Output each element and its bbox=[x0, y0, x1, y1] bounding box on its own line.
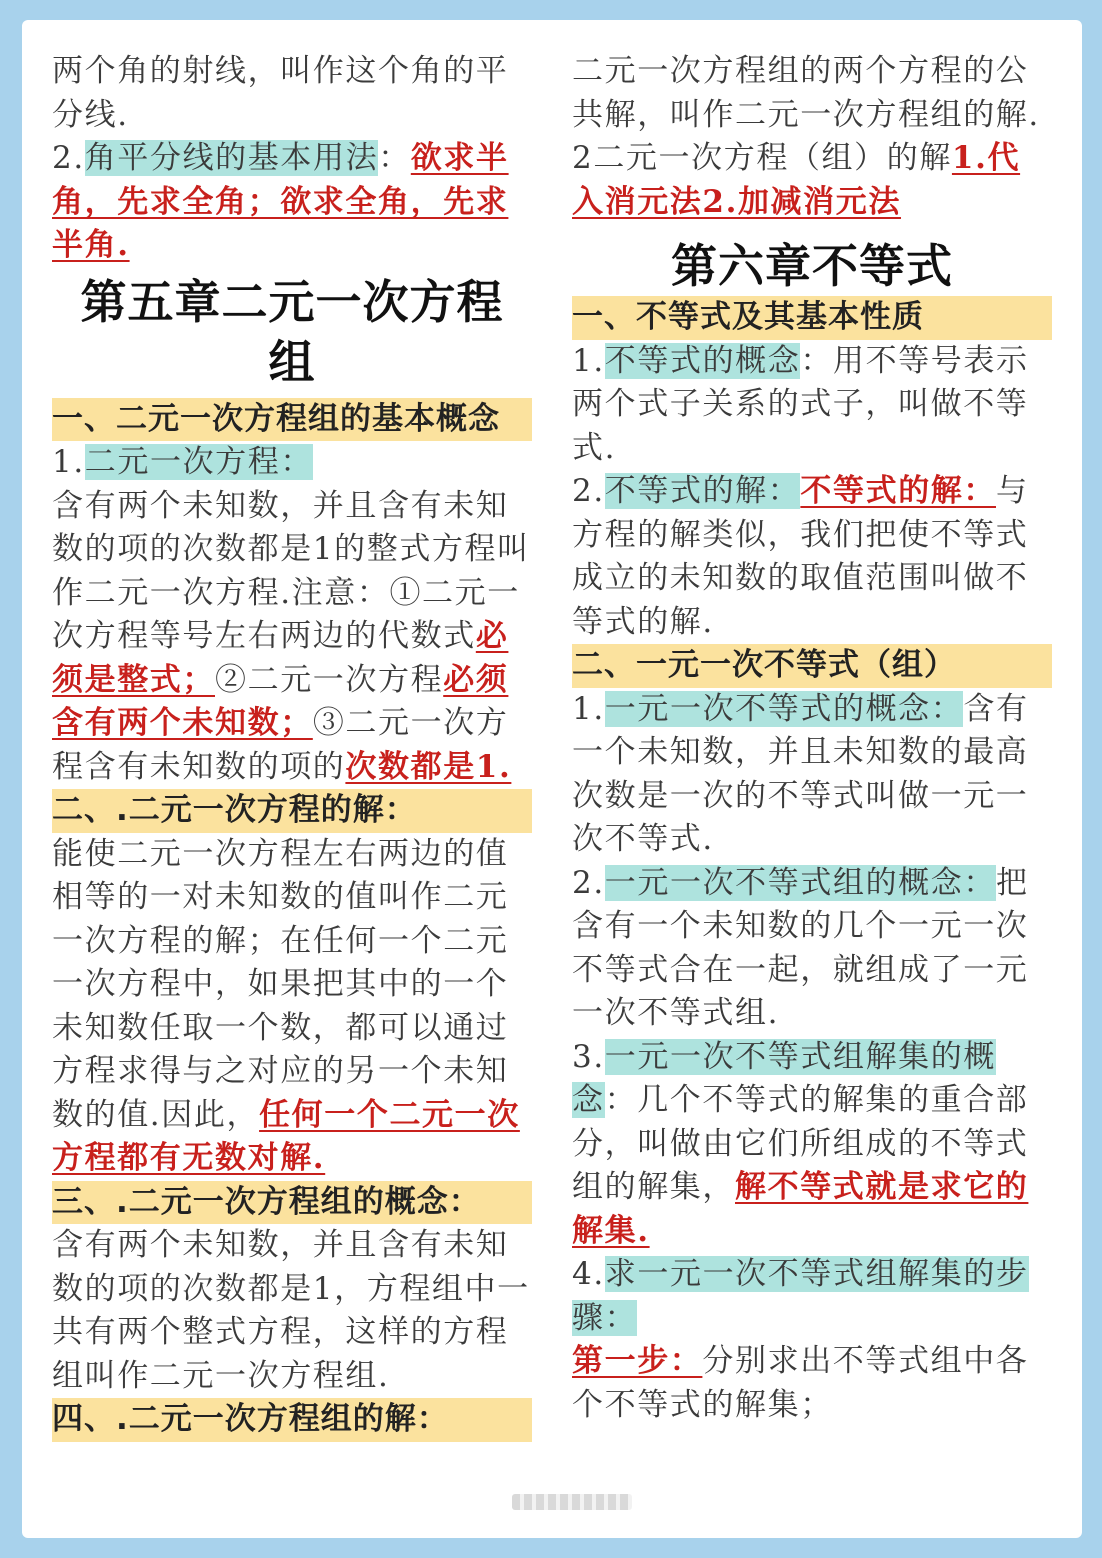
section-heading-concepts: 一、二元一次方程组的基本概念 bbox=[52, 398, 532, 442]
definition-text: 2二元一次方程（组）的解 bbox=[572, 140, 952, 176]
item-number: 2. bbox=[572, 473, 605, 509]
item-number: 2. bbox=[52, 140, 85, 176]
bisector-usage-rule: 欲求半角，先求全角；欲求全角，先求半角. bbox=[52, 140, 509, 263]
red-inequality-solution: 不等式的解： bbox=[800, 473, 996, 509]
system-definition: 含有两个未知数，并且含有未知数的项的次数都是1，方程组中一共有两个整式方程，这样的方程组叫作二元一次方程组. bbox=[52, 1227, 530, 1394]
definition-text: ：用不等号表示两个式子关系的式子，叫做不等式. bbox=[572, 342, 1029, 466]
linear-inequality-concept bbox=[572, 688, 1052, 862]
note-page bbox=[22, 20, 1082, 1538]
definition-text: ：几个不等式的解集的重合部分，叫做由它们所组成的不等式组的解集， bbox=[572, 1082, 1029, 1205]
chapter5-title-line1: 第五章二元一次方程 bbox=[80, 274, 504, 329]
section-heading-system-concept: 三、.二元一次方程组的概念： bbox=[52, 1181, 532, 1225]
item-number: 1. bbox=[52, 444, 85, 480]
term-inequality-system: 一元一次不等式组的概念： bbox=[604, 864, 996, 901]
linear-equation-definition bbox=[52, 485, 532, 790]
definition-text: 含有两个未知数，并且含有未知数的项的次数都是1的整式方程叫作二元一次方程.注意：①二元一次方程等号左右两边的代数式 bbox=[52, 487, 530, 654]
item-linear-equation bbox=[52, 441, 532, 485]
left-column bbox=[52, 50, 532, 1442]
solution-set-concept bbox=[572, 1036, 1052, 1254]
item-number: 1. bbox=[572, 690, 605, 727]
inequality-solution bbox=[572, 470, 1052, 644]
step-one bbox=[572, 1340, 1052, 1427]
item-number: 2. bbox=[572, 864, 605, 901]
definition-text: ②二元一次方程 bbox=[215, 661, 444, 698]
bisector-usage-term: 角平分线的基本用法 bbox=[84, 140, 379, 176]
item-number: 3. bbox=[572, 1038, 605, 1075]
watermark bbox=[512, 1494, 632, 1510]
inequality-system-concept bbox=[572, 862, 1052, 1036]
note-integral: 必须是整式； bbox=[52, 618, 509, 698]
item-number: 1. bbox=[572, 342, 605, 379]
chapter5-title-line2: 组 bbox=[268, 334, 316, 389]
bisector-usage bbox=[52, 137, 532, 268]
term-linear-inequality: 一元一次不等式的概念： bbox=[604, 690, 964, 727]
definition-text: 含有一个未知数，并且未知数的最高次数是一次的不等式叫做一元一次不等式. bbox=[572, 690, 1029, 857]
step-one-label: 第一步： bbox=[572, 1343, 703, 1379]
solution-definition bbox=[52, 833, 532, 1181]
inequality-concept bbox=[572, 340, 1052, 471]
chapter6-title: 第六章不等式 bbox=[671, 239, 953, 293]
definition-text: ③二元一次方程含有未知数的项的 bbox=[52, 705, 509, 785]
definition-text: 把含有一个未知数的几个一元一次不等式合在一起，就组成了一元一次不等式组. bbox=[572, 864, 1029, 1031]
solution-steps bbox=[572, 1253, 1052, 1340]
chapter5-title bbox=[52, 272, 532, 392]
note-degree-one: 次数都是1. bbox=[345, 748, 512, 785]
definition-text: 能使二元一次方程左右两边的值相等的一对未知数的值叫作二元一次方程的解；在任何一个二元一次方程中，如果把其中的一个未知数任取一个数，都可以通过方程求得与之对应的另一个未知数的值.因此， bbox=[52, 835, 509, 1133]
elimination-methods: 1.代入消元法2.加减消元法 bbox=[572, 140, 1021, 220]
solve-inequality-note: 解不等式就是求它的解集. bbox=[572, 1169, 1029, 1249]
infinite-solutions-note: 任何一个二元一次方程都有无数对解. bbox=[52, 1096, 520, 1176]
section-heading-system-solution: 四、.二元一次方程组的解： bbox=[52, 1398, 532, 1442]
solution-methods bbox=[572, 137, 1052, 224]
section-heading-inequality: 一、不等式及其基本性质 bbox=[572, 296, 1052, 340]
colon: ： bbox=[378, 140, 411, 176]
note-two-unknowns: 必须含有两个未知数； bbox=[52, 661, 509, 741]
angle-bisector-text: 两个角的射线，叫作这个角的平分线. bbox=[52, 53, 509, 133]
term-solution-set: 一元一次不等式组解集的概念 bbox=[572, 1038, 996, 1118]
right-column bbox=[572, 50, 1052, 1427]
item-number: 4. bbox=[572, 1256, 605, 1292]
system-solution-definition: 二元一次方程组的两个方程的公共解，叫作二元一次方程组的解. bbox=[572, 53, 1040, 133]
term-linear-equation: 二元一次方程： bbox=[84, 444, 313, 480]
definition-text: 分别求出不等式组中各个不等式的解集； bbox=[572, 1343, 1029, 1423]
term-inequality-solution: 不等式的解： bbox=[604, 473, 801, 509]
definition-text: 与方程的解类似，我们把使不等式成立的未知数的取值范围叫做不等式的解. bbox=[572, 473, 1029, 640]
section-heading-linear-inequality: 二、一元一次不等式（组） bbox=[572, 644, 1052, 688]
term-solution-steps: 求一元一次不等式组解集的步骤： bbox=[572, 1256, 1029, 1336]
section-heading-solution: 二、.二元一次方程的解： bbox=[52, 789, 532, 833]
term-inequality: 不等式的概念 bbox=[604, 342, 801, 379]
